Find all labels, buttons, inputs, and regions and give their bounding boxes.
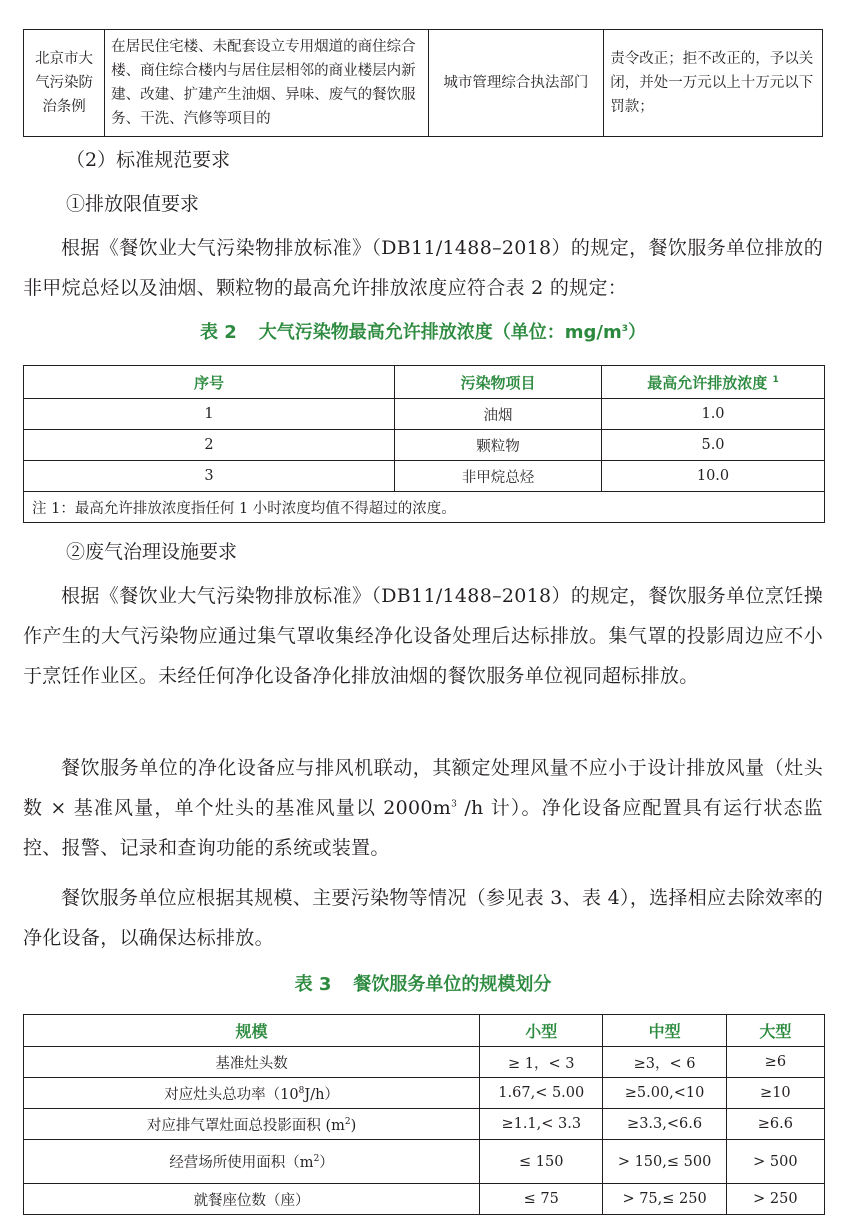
table-cell: 就餐座位数（座） — [24, 1184, 480, 1215]
item-2-heading: ②废气治理设施要求 — [66, 541, 238, 563]
table-row — [24, 1078, 825, 1109]
table3-header-scale: 规模 — [24, 1015, 480, 1047]
table-cell: 油烟 — [395, 399, 602, 430]
table-cell: 1.0 — [602, 399, 825, 430]
table-cell: ≥3，< 6 — [603, 1047, 726, 1078]
table3 — [23, 1014, 825, 1215]
paragraph-1: 根据《餐饮业大气污染物排放标准》（DB11/1488–2018）的规定，餐饮服务单位排放的非甲烷总烃以及油烟、颗粒物的最高允许排放浓度应符合表 2 的规定： — [23, 237, 823, 299]
table-cell: > 150,≤ 500 — [603, 1140, 726, 1184]
table-cell: ≥5.00,<10 — [603, 1078, 726, 1109]
table-cell: ≥6.6 — [726, 1109, 824, 1140]
table3-header-small: 小型 — [480, 1015, 603, 1047]
paragraph-2: 根据《餐饮业大气污染物排放标准》（DB11/1488–2018）的规定，餐饮服务单位烹饪操作产生的大气污染物应通过集气罩收集经净化设备处理后达标排放。集气罩的投影周边应不小于烹饪作业区。未经任何净化设备净化排放油烟的餐饮服务单位视同超标排放。 — [23, 585, 823, 687]
table2-header-pollutant: 污染物项目 — [395, 366, 602, 399]
table2-note: 注 1：最高允许排放浓度指任何 1 小时浓度均值不得超过的浓度。 — [24, 492, 825, 523]
law-behavior: 在居民住宅楼、未配套设立专用烟道的商住综合楼、商住综合楼内与居住层相邻的商业楼层内新建、改建、扩建产生油烟、异味、废气的餐饮服务、干洗、汽修等项目的 — [105, 30, 429, 137]
table2-header-index: 序号 — [24, 366, 395, 399]
law-name: 北京市大气污染防治条例 — [24, 30, 105, 137]
table-cell: 对应灶头总功率$(10^8J/h)$ — [24, 1078, 480, 1109]
table-row — [24, 1047, 825, 1078]
table-row — [24, 1140, 825, 1184]
paragraph-3: 餐饮服务单位的净化设备应与排风机联动，其额定处理风量不应小于设计排放风量（灶头数 × 基准风量，单个灶头的基准风量以 $2000m^3$ /h 计）。净化设备应配置具有运行状态监控、报警、记录和查询功能的系统或装置。 — [23, 757, 823, 859]
table2-header-limit: 最高允许排放浓度 $^1$ — [602, 366, 825, 399]
table-row — [24, 1184, 825, 1215]
law-department: 城市管理综合执法部门 — [428, 30, 604, 137]
law-penalty: 责令改正；拒不改正的，予以关闭，并处一万元以上十万元以下罚款； — [604, 30, 823, 137]
table3-number: 表 3 — [294, 974, 332, 995]
table-cell: 1.67,< 5.00 — [480, 1078, 603, 1109]
table3-header-medium: 中型 — [603, 1015, 726, 1047]
table-header-row — [24, 366, 825, 399]
table3-title: 餐饮服务单位的规模划分 — [353, 974, 552, 995]
table-cell: ≥6 — [726, 1047, 824, 1078]
table-cell: 1 — [24, 399, 395, 430]
paragraph-4: 餐饮服务单位应根据其规模、主要污染物等情况（参见表 3、表 4），选择相应去除效率的净化设备，以确保达标排放。 — [23, 887, 823, 949]
table3-caption — [23, 970, 823, 996]
table-row — [24, 461, 825, 492]
table-cell: 3 — [24, 461, 395, 492]
table-cell: > 250 — [726, 1184, 824, 1215]
table-cell: 经营场所使用面积$(m^2)$ — [24, 1140, 480, 1184]
law-table — [23, 29, 823, 137]
table-row — [24, 399, 825, 430]
table2-caption — [23, 318, 823, 344]
table-cell: 10.0 — [602, 461, 825, 492]
table2-title-end: ） — [628, 322, 647, 343]
table-cell: 5.0 — [602, 430, 825, 461]
table-cell: ≥1.1,< 3.3 — [480, 1109, 603, 1140]
table-cell: 2 — [24, 430, 395, 461]
table3-header-large: 大型 — [726, 1015, 824, 1047]
table-cell: ≥ 1，< 3 — [480, 1047, 603, 1078]
table-cell: 基准灶头数 — [24, 1047, 480, 1078]
section-2-heading: （2）标准规范要求 — [66, 149, 231, 171]
table2-number: 表 2 — [199, 322, 237, 343]
table-cell: ≥3.3,<6.6 — [603, 1109, 726, 1140]
table-row — [24, 430, 825, 461]
table-cell: 非甲烷总烃 — [395, 461, 602, 492]
table-cell: ≥10 — [726, 1078, 824, 1109]
table2-title-sup: 3 — [621, 324, 629, 334]
table-cell: ≤ 150 — [480, 1140, 603, 1184]
item-1-heading: ①排放限值要求 — [66, 193, 200, 215]
table-cell: ≤ 75 — [480, 1184, 603, 1215]
table-cell: > 75,≤ 250 — [603, 1184, 726, 1215]
table-note-row — [24, 492, 825, 523]
table-header-row — [24, 1015, 825, 1047]
table2-title: 大气污染物最高允许排放浓度（单位：mg/m — [258, 322, 622, 343]
table-row — [24, 1109, 825, 1140]
table-cell: 颗粒物 — [395, 430, 602, 461]
table-cell: 对应排气罩灶面总投影面积 $(m^2)$ — [24, 1109, 480, 1140]
table-row — [24, 30, 823, 137]
table2 — [23, 365, 825, 523]
table-cell: > 500 — [726, 1140, 824, 1184]
